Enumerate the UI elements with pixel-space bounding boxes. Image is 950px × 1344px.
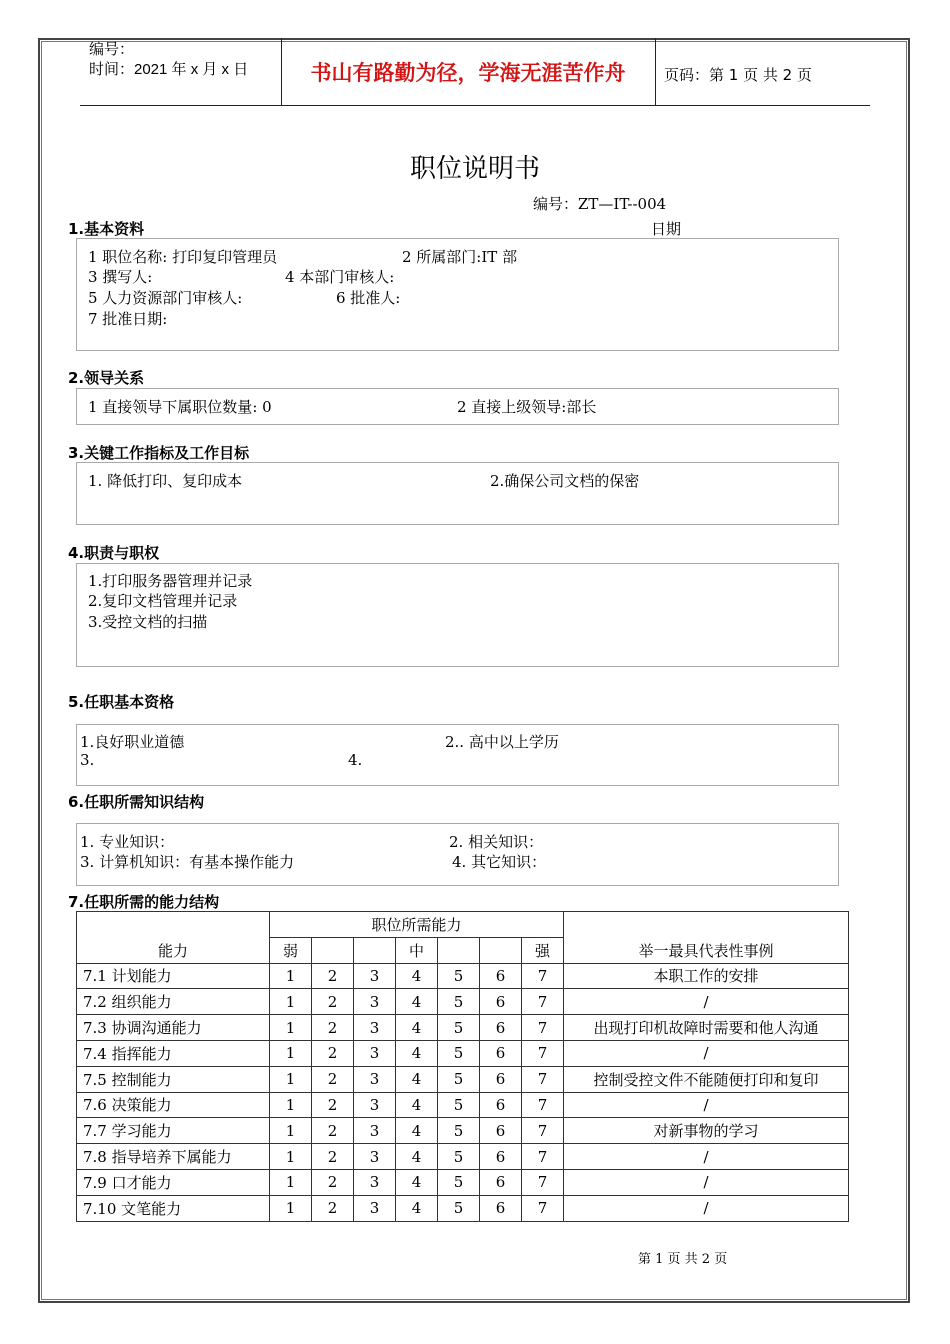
scale-cell: 2 [312, 1092, 354, 1118]
scale-cell: 3 [354, 989, 396, 1015]
section-heading: 2.领导关系 [68, 369, 145, 387]
scale-cell: 3 [354, 1118, 396, 1144]
scale-cell: 5 [438, 1169, 480, 1195]
scale-cell: 5 [438, 1040, 480, 1066]
info-item: 4. 其它知识： [452, 853, 547, 871]
info-item: 5 人力资源部门审核人: [88, 289, 243, 307]
scale-cell: 4 [396, 1144, 438, 1170]
ability-header: 能力 [77, 912, 270, 964]
scale-cell: 1 [270, 1015, 312, 1041]
ability-example: / [564, 1092, 849, 1118]
info-item: 2 所属部门:IT 部 [402, 248, 518, 266]
info-item: 2.. 高中以上学历 [445, 733, 559, 751]
scale-cell: 7 [522, 1169, 564, 1195]
scale-cell: 6 [480, 1169, 522, 1195]
scale-cell: 4 [396, 963, 438, 989]
ability-name: 7.7 学习能力 [77, 1118, 270, 1144]
scale-cell: 2 [312, 989, 354, 1015]
ability-example: / [564, 1169, 849, 1195]
table-row [77, 1092, 849, 1118]
scale-cell: 2 [312, 1195, 354, 1221]
page-footer: 第 1 页 共 2 页 [638, 1252, 728, 1267]
ability-name: 7.4 指挥能力 [77, 1040, 270, 1066]
table-row [77, 989, 849, 1015]
ability-example: / [564, 1195, 849, 1221]
table-row [77, 1169, 849, 1195]
ability-example: / [564, 1040, 849, 1066]
date-label: 日期 [651, 220, 682, 238]
info-item: 2 直接上级领导:部长 [457, 398, 597, 416]
info-item: 3 撰写人: [88, 268, 153, 286]
info-item: 2. 相关知识： [449, 833, 544, 851]
scale-cell: 6 [480, 1040, 522, 1066]
scale-cell: 1 [270, 963, 312, 989]
scale-cell: 7 [522, 963, 564, 989]
header-left [89, 40, 248, 80]
scale-cell: 5 [438, 1015, 480, 1041]
info-item: 2.复印文档管理并记录 [88, 592, 238, 610]
info-item: 4 本部门审核人: [285, 268, 395, 286]
section-heading: 3.关键工作指标及工作目标 [68, 444, 250, 462]
ability-example: 对新事物的学习 [564, 1118, 849, 1144]
table-row [77, 1015, 849, 1041]
scale-cell: 2 [312, 1015, 354, 1041]
level-blank [480, 937, 522, 963]
scale-cell: 1 [270, 1169, 312, 1195]
scale-cell: 7 [522, 1040, 564, 1066]
scale-cell: 4 [396, 1015, 438, 1041]
scale-cell: 7 [522, 1092, 564, 1118]
table-row [77, 963, 849, 989]
scale-cell: 1 [270, 1118, 312, 1144]
section-heading: 4.职责与职权 [68, 544, 160, 562]
info-item: 1 直接领导下属职位数量: 0 [88, 398, 272, 416]
info-item: 3. [80, 751, 95, 769]
ability-name: 7.2 组织能力 [77, 989, 270, 1015]
section-heading: 5.任职基本资格 [68, 693, 175, 711]
info-item: 1. 降低打印、复印成本 [88, 472, 243, 490]
scale-cell: 6 [480, 1092, 522, 1118]
table-row [77, 1040, 849, 1066]
scale-cell: 6 [480, 989, 522, 1015]
scale-cell: 3 [354, 1169, 396, 1195]
scale-cell: 7 [522, 1195, 564, 1221]
scale-cell: 6 [480, 1144, 522, 1170]
header-page-info: 页码：第 1 页 共 2 页 [664, 66, 812, 84]
ability-example: 控制受控文件不能随便打印和复印 [564, 1066, 849, 1092]
ability-example: / [564, 989, 849, 1015]
info-item: 1.良好职业道德 [80, 733, 185, 751]
ability-name: 7.1 计划能力 [77, 963, 270, 989]
scale-cell: 4 [396, 1195, 438, 1221]
level-weak: 弱 [270, 937, 312, 963]
scale-cell: 5 [438, 1066, 480, 1092]
scale-cell: 4 [396, 1169, 438, 1195]
scale-cell: 1 [270, 1066, 312, 1092]
header-motto: 书山有路勤为径，学海无涯苦作舟 [310, 60, 626, 85]
ability-name: 7.9 口才能力 [77, 1169, 270, 1195]
table-row [77, 1066, 849, 1092]
scale-cell: 5 [438, 1144, 480, 1170]
scale-cell: 4 [396, 1118, 438, 1144]
scale-cell: 6 [480, 963, 522, 989]
scale-cell: 5 [438, 963, 480, 989]
scale-cell: 5 [438, 1092, 480, 1118]
scale-cell: 1 [270, 989, 312, 1015]
scale-cell: 7 [522, 1015, 564, 1041]
scale-cell: 4 [396, 1092, 438, 1118]
info-item: 3.受控文档的扫描 [88, 613, 208, 631]
scale-cell: 4 [396, 989, 438, 1015]
ability-name: 7.10 文笔能力 [77, 1195, 270, 1221]
scale-cell: 7 [522, 1144, 564, 1170]
section-heading: 7.任职所需的能力结构 [68, 893, 220, 911]
scale-cell: 5 [438, 1118, 480, 1144]
scale-cell: 2 [312, 1040, 354, 1066]
section-heading: 6.任职所需知识结构 [68, 793, 205, 811]
scale-cell: 3 [354, 1066, 396, 1092]
scale-cell: 1 [270, 1195, 312, 1221]
scale-cell: 3 [354, 963, 396, 989]
scale-cell: 3 [354, 1195, 396, 1221]
ability-example: 出现打印机故障时需要和他人沟通 [564, 1015, 849, 1041]
ability-example: / [564, 1144, 849, 1170]
info-item: 7 批准日期: [88, 310, 168, 328]
scale-cell: 5 [438, 989, 480, 1015]
level-strong: 强 [522, 937, 564, 963]
header-divider [655, 38, 656, 105]
ability-name: 7.5 控制能力 [77, 1066, 270, 1092]
level-blank [312, 937, 354, 963]
scale-cell: 6 [480, 1118, 522, 1144]
scale-cell: 3 [354, 1092, 396, 1118]
header-number: 编号： [89, 41, 135, 58]
section-heading: 1.基本资料 [68, 220, 145, 238]
scale-cell: 2 [312, 1066, 354, 1092]
scale-cell: 7 [522, 1066, 564, 1092]
example-header: 举一最具代表性事例 [564, 912, 849, 964]
scale-cell: 1 [270, 1144, 312, 1170]
level-mid: 中 [396, 937, 438, 963]
info-item: 1.打印服务器管理并记录 [88, 572, 253, 590]
scale-cell: 2 [312, 1169, 354, 1195]
ability-name: 7.8 指导培养下属能力 [77, 1144, 270, 1170]
info-item: 1. 专业知识： [80, 833, 175, 851]
scale-cell: 3 [354, 1040, 396, 1066]
scale-cell: 1 [270, 1092, 312, 1118]
scale-cell: 1 [270, 1040, 312, 1066]
ability-name: 7.6 决策能力 [77, 1092, 270, 1118]
ability-table [76, 911, 849, 1222]
scale-cell: 2 [312, 963, 354, 989]
ability-name: 7.3 协调沟通能力 [77, 1015, 270, 1041]
info-item: 4. [348, 751, 363, 769]
required-ability-header: 职位所需能力 [270, 912, 564, 938]
table-row [77, 1195, 849, 1221]
info-item: 6 批准人: [336, 289, 401, 307]
table-row [77, 1144, 849, 1170]
scale-cell: 4 [396, 1040, 438, 1066]
scale-cell: 5 [438, 1195, 480, 1221]
ability-example: 本职工作的安排 [564, 963, 849, 989]
document-number: 编号：ZT—IT--004 [533, 195, 667, 213]
page-title: 职位说明书 [409, 154, 540, 184]
level-blank [438, 937, 480, 963]
info-item: 1 职位名称: 打印复印管理员 [88, 248, 278, 266]
info-item: 2.确保公司文档的保密 [490, 472, 640, 490]
scale-cell: 3 [354, 1015, 396, 1041]
table-row [77, 1118, 849, 1144]
scale-cell: 6 [480, 1015, 522, 1041]
scale-cell: 6 [480, 1195, 522, 1221]
scale-cell: 2 [312, 1118, 354, 1144]
scale-cell: 7 [522, 1118, 564, 1144]
header-time: 时间：2021 年 x 月 x 日 [89, 61, 249, 78]
level-blank [354, 937, 396, 963]
scale-cell: 6 [480, 1066, 522, 1092]
info-item: 3. 计算机知识：有基本操作能力 [80, 853, 295, 871]
scale-cell: 4 [396, 1066, 438, 1092]
scale-cell: 3 [354, 1144, 396, 1170]
scale-cell: 2 [312, 1144, 354, 1170]
scale-cell: 7 [522, 989, 564, 1015]
